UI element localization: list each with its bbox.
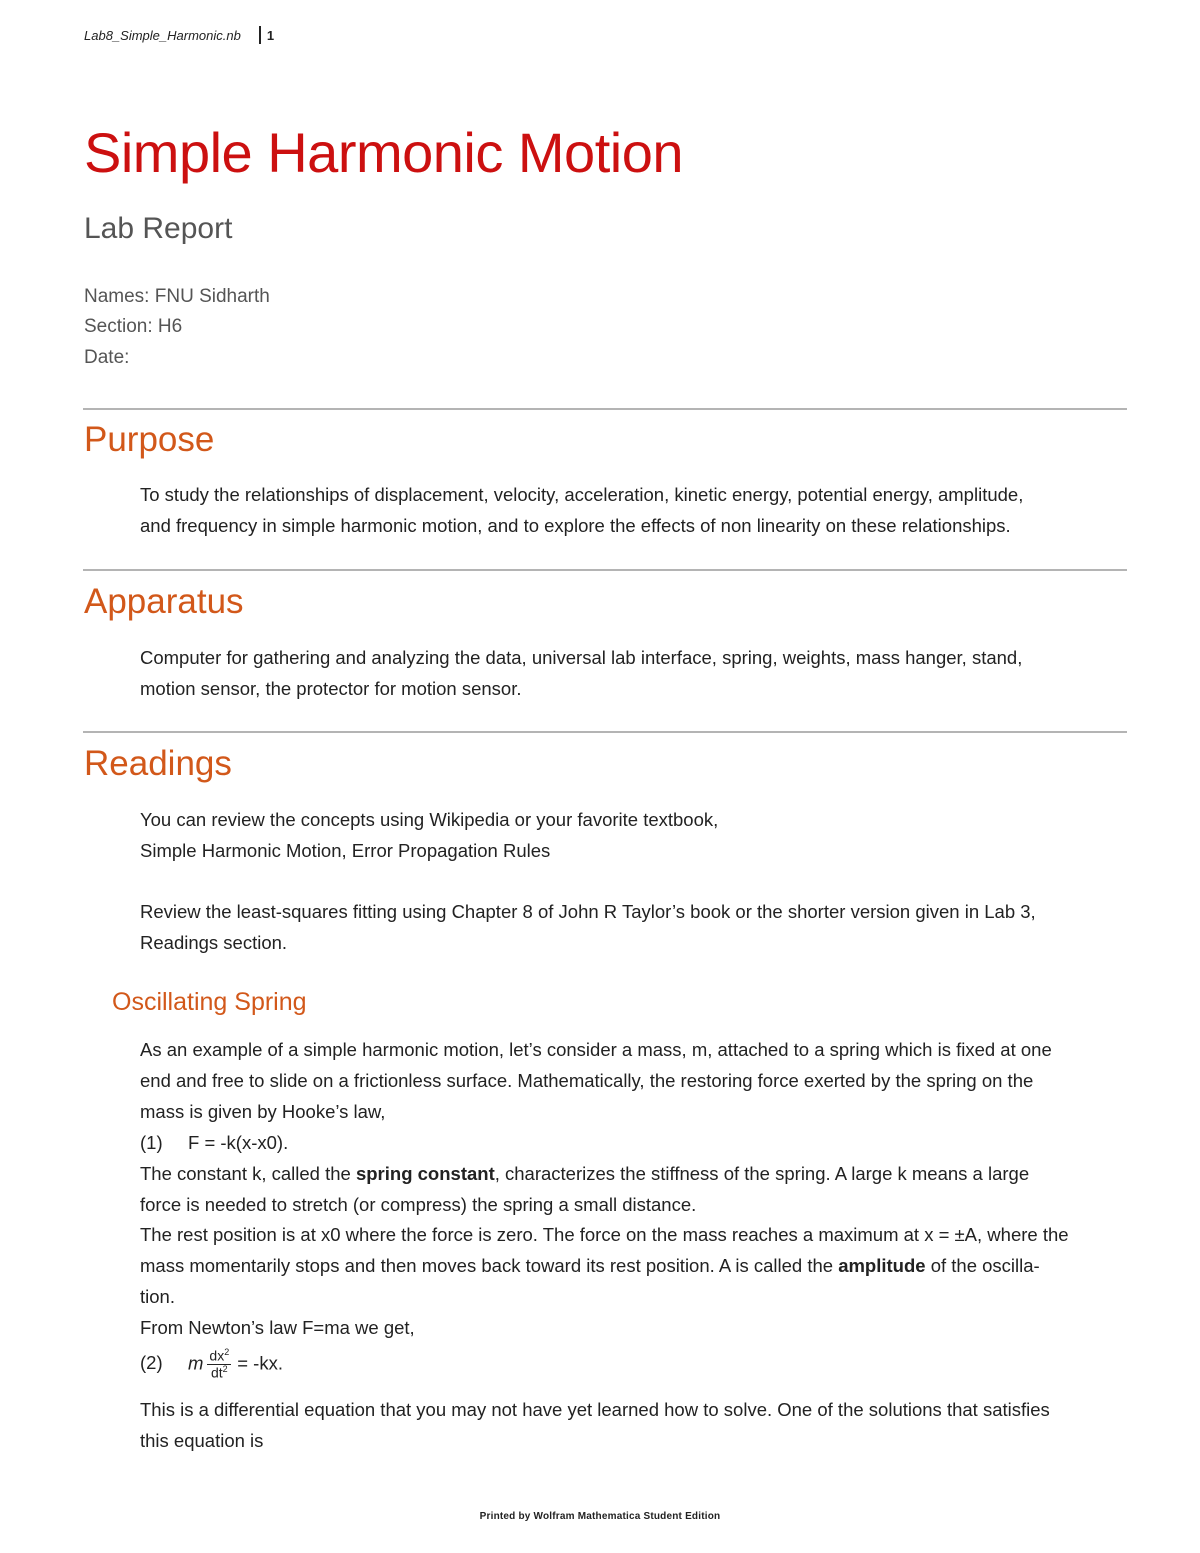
amplitude-line [140,1257,1040,1276]
names-line: Names: FNU Sidharth [84,286,270,307]
text-span: , characterizes the stiffness of the spring. A large k means a large [494,1163,1030,1184]
readings-text-line: Simple Harmonic Motion, Error Propagation Rules [140,840,551,861]
fraction-numerator [207,1348,231,1365]
apparatus-text-line: Computer for gathering and analyzing the data, universal lab interface, spring, weights, mass hanger, stand, [140,647,1023,668]
purpose-text-line: and frequency in simple harmonic motion, and to explore the effects of non linearity on these relationships. [140,515,1011,536]
oscillating-text-line: From Newton’s law F=ma we get, [140,1317,415,1338]
oscillating-text-line: force is needed to stretch (or compress) the spring a small distance. [140,1194,697,1215]
hookes-law-formula: F = -k(x-x0). [188,1132,289,1153]
page-header [84,26,274,44]
apparatus-heading: Apparatus [84,582,244,621]
section-divider [83,408,1127,410]
oscillating-text-line: this equation is [140,1430,264,1451]
readings-text-line: Review the least-squares fitting using Chapter 8 of John R Taylor’s book or the shorter version given in Lab 3, [140,901,1036,922]
page-number: 1 [266,27,275,43]
fraction-denominator [209,1365,230,1381]
spring-constant-line [140,1165,1029,1184]
oscillating-text-line: mass is given by Hooke’s law, [140,1101,386,1122]
mass-symbol: m [188,1352,204,1374]
readings-text-line: Readings section. [140,932,288,953]
equation-2 [140,1348,283,1381]
bold-term: spring constant [355,1163,495,1184]
date-line: Date: [84,347,130,368]
apparatus-text-line: motion sensor, the protector for motion sensor. [140,678,522,699]
numerator-exponent: 2 [224,1347,230,1357]
oscillating-text-line: As an example of a simple harmonic motion, let’s consider a mass, m, attached to a spring which is fixed at one [140,1039,1052,1060]
text-span: mass momentarily stops and then moves back toward its rest position. A is called the [140,1255,839,1276]
purpose-heading: Purpose [84,420,215,459]
notebook-filename: Lab8_Simple_Harmonic.nb [84,27,241,43]
bold-term: amplitude [838,1255,926,1276]
oscillating-text-line: end and free to slide on a frictionless surface. Mathematically, the restoring force exerted by the spring on the [140,1070,1034,1091]
section-line: Section: H6 [84,316,183,337]
readings-heading: Readings [84,744,232,783]
document-subtitle: Lab Report [84,212,233,245]
denominator-text: dt [210,1364,223,1381]
text-span: of the oscilla- [925,1255,1040,1276]
equation-number: (2) [140,1352,163,1374]
equation-number: (1) [140,1132,163,1153]
oscillating-spring-heading: Oscillating Spring [112,988,307,1016]
oscillating-text-line: tion. [140,1286,175,1307]
derivative-fraction [207,1348,231,1381]
equation-rhs: = -kx. [237,1352,283,1374]
header-divider [259,26,261,44]
section-divider [83,731,1127,733]
equation-1 [140,1134,288,1153]
oscillating-text-line: This is a differential equation that you may not have yet learned how to solve. One of the solutions that satisfies [140,1399,1050,1420]
document-title: Simple Harmonic Motion [84,121,683,184]
denominator-exponent: 2 [222,1364,228,1375]
text-span: The constant k, called the [140,1163,356,1184]
oscillating-text-line: The rest position is at x0 where the force is zero. The force on the mass reaches a maximum at x = ±A, where the [140,1224,1069,1245]
purpose-text-line: To study the relationships of displacement, velocity, acceleration, kinetic energy, potential energy, amplitude, [140,484,1024,505]
readings-text-line: You can review the concepts using Wikipedia or your favorite textbook, [140,809,719,830]
print-footer: Printed by Wolfram Mathematica Student Edition [479,1511,721,1522]
section-divider [83,569,1127,571]
numerator-text: dx [209,1347,225,1364]
